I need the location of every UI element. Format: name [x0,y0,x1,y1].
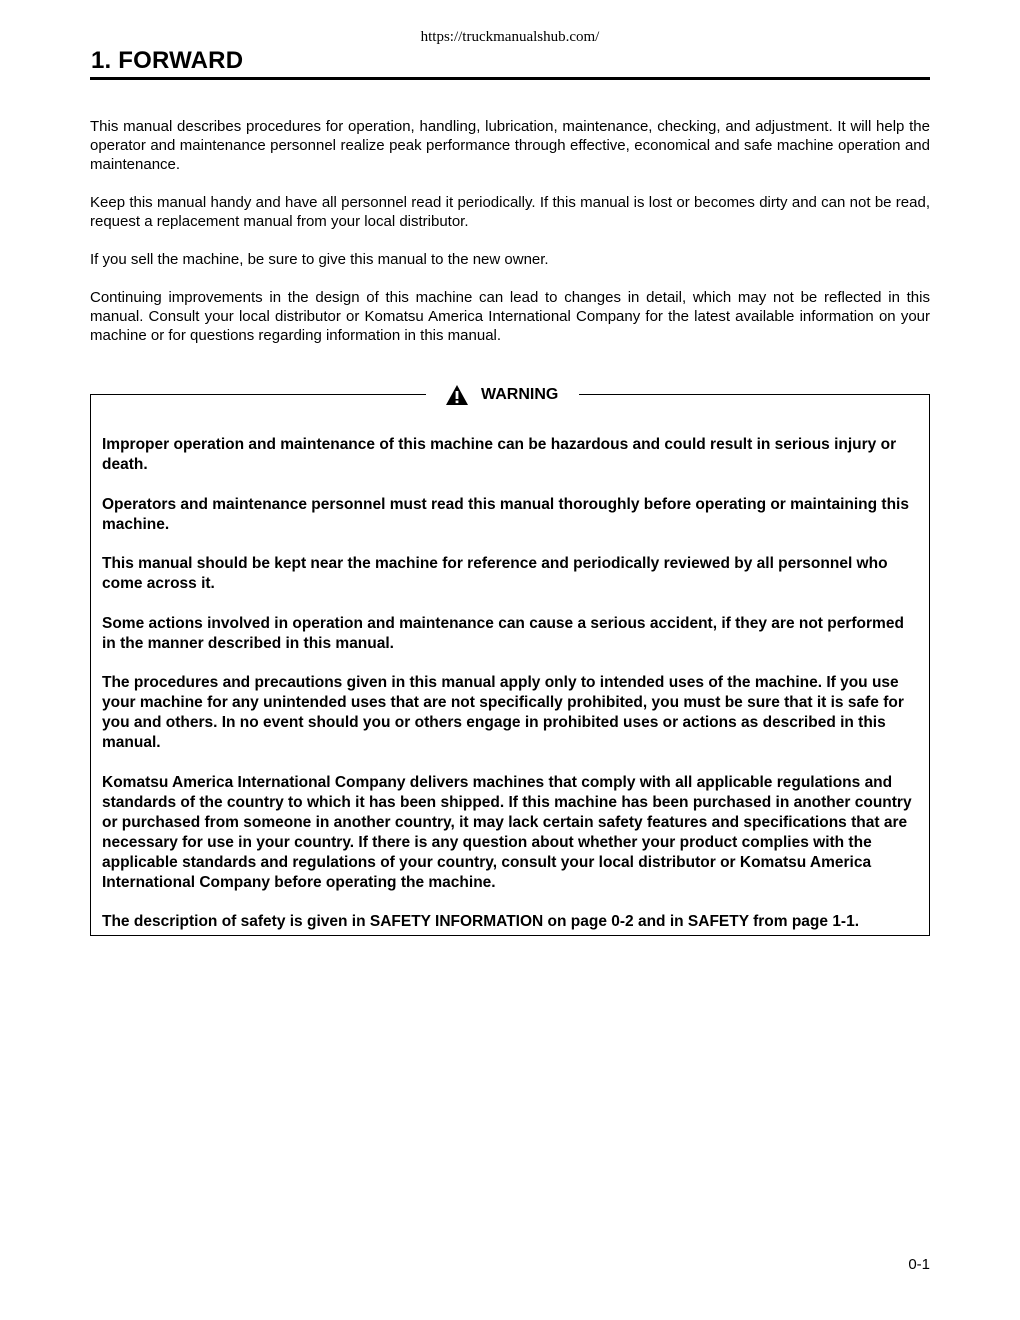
warning-box [90,386,930,936]
intro-paragraph: Keep this manual handy and have all personnel read it periodically. If this manual is lost or becomes dirty and can not be read, request a replacement manual from your local distributor. [90,194,930,230]
intro-paragraph: Continuing improvements in the design of this machine can lead to changes in detail, which may not be reflected in this manual. Consult your local distributor or Komatsu America International Company for the latest available information on your machine or for questions regarding information in this manual. [90,289,930,344]
header-url: https://truckmanualshub.com/ [420,29,600,45]
warning-header [445,384,558,406]
warning-paragraph: The description of safety is given in SAFETY INFORMATION on page 0-2 and in SAFETY from page 1-1. [102,913,860,930]
warning-top-rule-left [91,394,426,395]
warning-paragraph: Komatsu America International Company delivers machines that comply with all applicable regulations and standards of the country to which it has been shipped. If this machine has been purchased in another country or purchased from someone in another country, it may lack certain safety features and specifications that are necessary for use in your country. If there is any question about whether your product complies with the applicable standards and regulations of your country, consult your local distributor or Komatsu America International Company before operating the machine. [102,773,912,891]
intro-section [90,117,930,364]
warning-content [102,435,918,952]
page-number: 0-1 [908,1256,930,1273]
warning-paragraph: The procedures and precautions given in this manual apply only to intended uses of the machine. If you use your machine for any unintended uses that are not specifically prohibited, you must be sure that it is safe for you and others. In no event should you or others engage in prohibited uses or actions as described in this manual. [102,674,904,751]
warning-top-rule-right [579,394,929,395]
warning-paragraph: Some actions involved in operation and maintenance can cause a serious accident, if they are not performed in the manner described in this manual. [102,614,904,652]
warning-paragraph: This manual should be kept near the machine for reference and periodically reviewed by all personnel who come across it. [102,555,888,592]
warning-title: WARNING [481,386,559,403]
page-title: 1. FORWARD [91,47,244,74]
intro-paragraph: If you sell the machine, be sure to give this manual to the new owner. [90,251,549,268]
intro-paragraph: This manual describes procedures for operation, handling, lubrication, maintenance, checking, and adjustment. It will help the operator and maintenance personnel realize peak performance through effective, economical and safe machine operation and maintenance. [90,118,930,173]
warning-paragraph: Improper operation and maintenance of this machine can be hazardous and could result in serious injury or death. [102,436,897,473]
warning-triangle-icon [445,384,469,406]
warning-paragraph: Operators and maintenance personnel must read this manual thoroughly before operating or maintaining this machine. [102,495,909,533]
title-block [90,45,930,80]
